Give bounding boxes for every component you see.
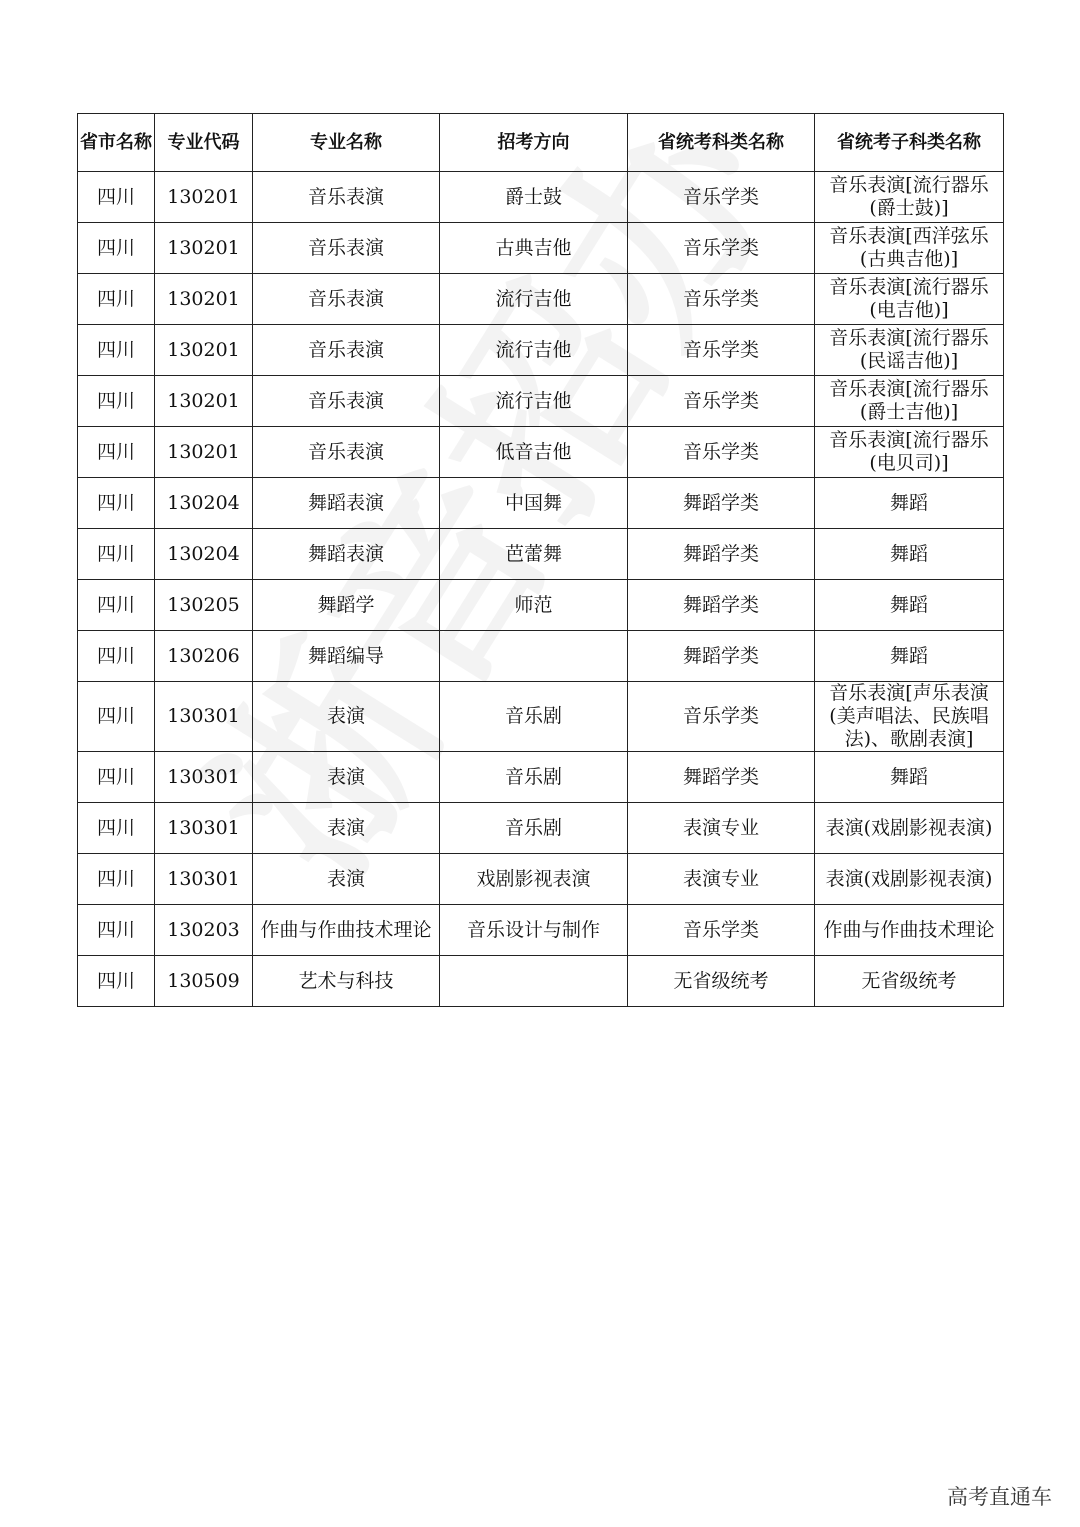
major-cell: 音乐表演: [253, 172, 440, 223]
table-row: [78, 223, 1004, 274]
subcategory-cell: 音乐表演[流行器乐(电贝司)]: [815, 427, 1004, 478]
direction-cell: 音乐剧: [440, 682, 628, 752]
province-cell: 四川: [78, 376, 155, 427]
category-cell: 舞蹈学类: [628, 529, 815, 580]
major-cell: 表演: [253, 752, 440, 803]
major-cell: 舞蹈表演: [253, 529, 440, 580]
category-cell: 音乐学类: [628, 427, 815, 478]
header-direction: 招考方向: [440, 114, 628, 172]
province-cell: 四川: [78, 854, 155, 905]
major-cell: 音乐表演: [253, 427, 440, 478]
province-cell: 四川: [78, 752, 155, 803]
province-cell: 四川: [78, 427, 155, 478]
table-row: [78, 905, 1004, 956]
major-cell: 表演: [253, 854, 440, 905]
direction-cell: 流行吉他: [440, 325, 628, 376]
major-cell: 表演: [253, 803, 440, 854]
table-row: [78, 478, 1004, 529]
majors-table: [77, 113, 1004, 1007]
code-cell: 130205: [155, 580, 253, 631]
table-header-row: [78, 114, 1004, 172]
province-cell: 四川: [78, 905, 155, 956]
subcategory-cell: 舞蹈: [815, 631, 1004, 682]
category-cell: 音乐学类: [628, 905, 815, 956]
subcategory-cell: 音乐表演[声乐表演(美声唱法、民族唱法)、歌剧表演]: [815, 682, 1004, 752]
subcategory-cell: 表演(戏剧影视表演): [815, 854, 1004, 905]
major-cell: 作曲与作曲技术理论: [253, 905, 440, 956]
header-province: 省市名称: [78, 114, 155, 172]
direction-cell: 师范: [440, 580, 628, 631]
major-cell: 舞蹈学: [253, 580, 440, 631]
table-row: [78, 956, 1004, 1007]
subcategory-cell: 音乐表演[流行器乐(爵士吉他)]: [815, 376, 1004, 427]
subcategory-cell: 表演(戏剧影视表演): [815, 803, 1004, 854]
category-cell: 音乐学类: [628, 376, 815, 427]
province-cell: 四川: [78, 529, 155, 580]
code-cell: 130201: [155, 325, 253, 376]
code-cell: 130204: [155, 529, 253, 580]
code-cell: 130206: [155, 631, 253, 682]
category-cell: 音乐学类: [628, 274, 815, 325]
code-cell: 130201: [155, 172, 253, 223]
major-cell: 音乐表演: [253, 274, 440, 325]
direction-cell: 流行吉他: [440, 376, 628, 427]
table-row: [78, 325, 1004, 376]
province-cell: 四川: [78, 956, 155, 1007]
code-cell: 130204: [155, 478, 253, 529]
major-cell: 音乐表演: [253, 325, 440, 376]
table-row: [78, 376, 1004, 427]
table-row: [78, 631, 1004, 682]
header-major-name: 专业名称: [253, 114, 440, 172]
major-cell: 艺术与科技: [253, 956, 440, 1007]
category-cell: 音乐学类: [628, 172, 815, 223]
category-cell: 舞蹈学类: [628, 631, 815, 682]
table-row: [78, 427, 1004, 478]
code-cell: 130301: [155, 803, 253, 854]
direction-cell: 爵士鼓: [440, 172, 628, 223]
direction-cell: 音乐剧: [440, 803, 628, 854]
province-cell: 四川: [78, 631, 155, 682]
direction-cell: 音乐设计与制作: [440, 905, 628, 956]
code-cell: 130201: [155, 376, 253, 427]
table-row: [78, 752, 1004, 803]
table-row: [78, 854, 1004, 905]
direction-cell: 芭蕾舞: [440, 529, 628, 580]
table-row: [78, 172, 1004, 223]
footer-source: 高考直通车: [947, 1485, 1052, 1509]
code-cell: 130301: [155, 752, 253, 803]
province-cell: 四川: [78, 478, 155, 529]
subcategory-cell: 音乐表演[流行器乐(民谣吉他)]: [815, 325, 1004, 376]
table-row: [78, 274, 1004, 325]
direction-cell: 古典吉他: [440, 223, 628, 274]
direction-cell: [440, 631, 628, 682]
subcategory-cell: 音乐表演[流行器乐(电吉他)]: [815, 274, 1004, 325]
subcategory-cell: 音乐表演[西洋弦乐(古典吉他)]: [815, 223, 1004, 274]
direction-cell: 流行吉他: [440, 274, 628, 325]
subcategory-cell: 舞蹈: [815, 752, 1004, 803]
category-cell: 表演专业: [628, 803, 815, 854]
province-cell: 四川: [78, 325, 155, 376]
major-cell: 舞蹈表演: [253, 478, 440, 529]
province-cell: 四川: [78, 803, 155, 854]
major-cell: 表演: [253, 682, 440, 752]
province-cell: 四川: [78, 223, 155, 274]
major-cell: 音乐表演: [253, 223, 440, 274]
subcategory-cell: 舞蹈: [815, 580, 1004, 631]
code-cell: 130201: [155, 274, 253, 325]
table-row: [78, 580, 1004, 631]
category-cell: 音乐学类: [628, 682, 815, 752]
direction-cell: 音乐剧: [440, 752, 628, 803]
header-exam-subcategory: 省统考子科类名称: [815, 114, 1004, 172]
province-cell: 四川: [78, 682, 155, 752]
province-cell: 四川: [78, 580, 155, 631]
category-cell: 音乐学类: [628, 223, 815, 274]
code-cell: 130201: [155, 223, 253, 274]
code-cell: 130201: [155, 427, 253, 478]
table-row: [78, 682, 1004, 752]
subcategory-cell: 作曲与作曲技术理论: [815, 905, 1004, 956]
category-cell: 无省级统考: [628, 956, 815, 1007]
subcategory-cell: 音乐表演[流行器乐(爵士鼓)]: [815, 172, 1004, 223]
category-cell: 舞蹈学类: [628, 478, 815, 529]
subcategory-cell: 舞蹈: [815, 478, 1004, 529]
subcategory-cell: 无省级统考: [815, 956, 1004, 1007]
province-cell: 四川: [78, 274, 155, 325]
major-cell: 舞蹈编导: [253, 631, 440, 682]
header-major-code: 专业代码: [155, 114, 253, 172]
code-cell: 130301: [155, 854, 253, 905]
table-row: [78, 529, 1004, 580]
direction-cell: [440, 956, 628, 1007]
category-cell: 表演专业: [628, 854, 815, 905]
category-cell: 舞蹈学类: [628, 752, 815, 803]
major-cell: 音乐表演: [253, 376, 440, 427]
direction-cell: 中国舞: [440, 478, 628, 529]
table-row: [78, 803, 1004, 854]
code-cell: 130203: [155, 905, 253, 956]
code-cell: 130509: [155, 956, 253, 1007]
category-cell: 音乐学类: [628, 325, 815, 376]
header-exam-category: 省统考科类名称: [628, 114, 815, 172]
category-cell: 舞蹈学类: [628, 580, 815, 631]
province-cell: 四川: [78, 172, 155, 223]
direction-cell: 戏剧影视表演: [440, 854, 628, 905]
direction-cell: 低音吉他: [440, 427, 628, 478]
code-cell: 130301: [155, 682, 253, 752]
subcategory-cell: 舞蹈: [815, 529, 1004, 580]
